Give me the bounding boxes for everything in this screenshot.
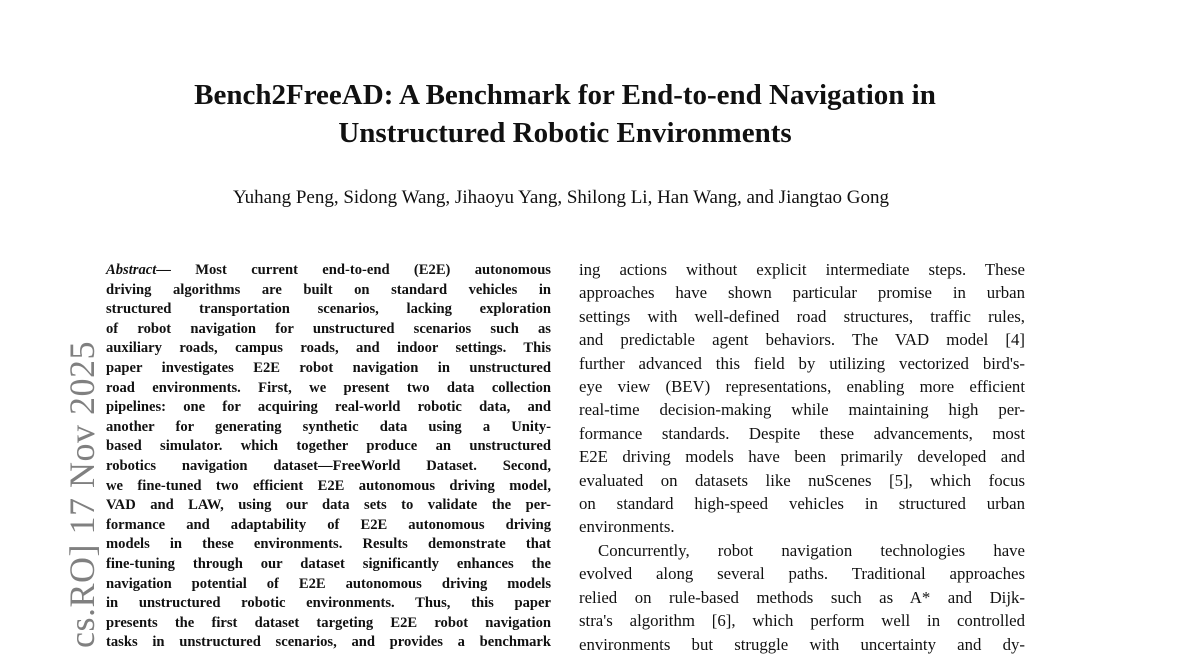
abstract-line: auxiliary roads, campus roads, and indoor settings. This — [106, 340, 551, 357]
abstract-line: pipelines: one for acquiring real-world robotic data, and — [106, 399, 551, 416]
abstract-line: formance and adaptability of E2E autonomous driving — [106, 516, 551, 533]
body-line: on standard high-speed vehicles in structured urban — [579, 494, 1025, 514]
abstract-label: Abstract — [106, 262, 157, 278]
body-line: and predictable agent behaviors. The VAD model [4] — [579, 330, 1025, 350]
body-line: formance standards. Despite these advancements, most — [579, 423, 1025, 443]
abstract-line: we fine-tuned two efficient E2E autonomous driving model, — [106, 477, 551, 494]
paper-authors: Yuhang Peng, Sidong Wang, Jihaoyu Yang, Shilong Li, Han Wang, and Jiangtao Gong — [233, 187, 889, 208]
paper-title-line: Unstructured Robotic Environments — [338, 117, 792, 149]
abstract-line: robotics navigation dataset—FreeWorld Dataset. Second, — [106, 457, 551, 474]
abstract-block — [106, 261, 551, 653]
arxiv-identifier-stamp: cs.RO] 17 Nov 2025 — [62, 341, 102, 648]
abstract-line-first — [106, 261, 551, 281]
body-line: relied on rule-based methods such as A* and Dijk- — [579, 587, 1025, 607]
abstract-line: driving algorithms are built on standard vehicles in — [106, 281, 551, 298]
body-line: further advanced this field by utilizing vectorized bird's- — [579, 353, 1025, 373]
body-text-column — [579, 258, 1025, 656]
abstract-line: Most current end-to-end (E2E) autonomous — [195, 262, 551, 278]
abstract-line: road environments. First, we present two data collection — [106, 379, 551, 396]
abstract-line: navigation potential of E2E autonomous driving models — [106, 575, 551, 592]
abstract-line: in unstructured robotic environments. Thus, this paper — [106, 595, 551, 612]
abstract-dash: — — [156, 262, 171, 278]
abstract-line: presents the first dataset targeting E2E robot navigation — [106, 614, 551, 631]
body-line: approaches have shown particular promise in urban — [579, 283, 1025, 303]
abstract-line: paper investigates E2E robot navigation in unstructured — [106, 359, 551, 376]
abstract-line: fine-tuning through our dataset significantly enhances the — [106, 555, 551, 572]
body-line: E2E driving models have been primarily developed and — [579, 447, 1025, 467]
body-line: evolved along several paths. Traditional approaches — [579, 564, 1025, 584]
body-line: environments. — [579, 517, 675, 537]
abstract-line: another for generating synthetic data using a Unity- — [106, 418, 551, 435]
abstract-line: of robot navigation for unstructured scenarios such as — [106, 320, 551, 337]
abstract-line: tasks in unstructured scenarios, and provides a benchmark — [106, 634, 551, 651]
body-paragraph-start: Concurrently, robot navigation technologies have — [598, 540, 1025, 560]
body-line: settings with well-defined road structures, traffic rules, — [579, 306, 1025, 326]
body-line: environments but struggle with uncertainty and dy- — [579, 634, 1025, 654]
abstract-line: models in these environments. Results demonstrate that — [106, 536, 551, 553]
body-line: evaluated on datasets like nuScenes [5], which focus — [579, 470, 1025, 490]
paper-title-line: Bench2FreeAD: A Benchmark for End-to-end Navigation in — [194, 79, 936, 111]
body-line: stra's algorithm [6], which perform well in controlled — [579, 611, 1025, 631]
body-line: eye view (BEV) representations, enabling more efficient — [579, 377, 1025, 397]
paper-title — [0, 76, 1130, 152]
abstract-line: based simulator. which together produce an unstructured — [106, 438, 551, 455]
abstract-line: structured transportation scenarios, lacking exploration — [106, 301, 551, 318]
abstract-line: VAD and LAW, using our data sets to validate the per- — [106, 497, 551, 514]
body-line: real-time decision-making while maintaining high per- — [579, 400, 1025, 420]
body-line: ing actions without explicit intermediate steps. These — [579, 260, 1025, 279]
